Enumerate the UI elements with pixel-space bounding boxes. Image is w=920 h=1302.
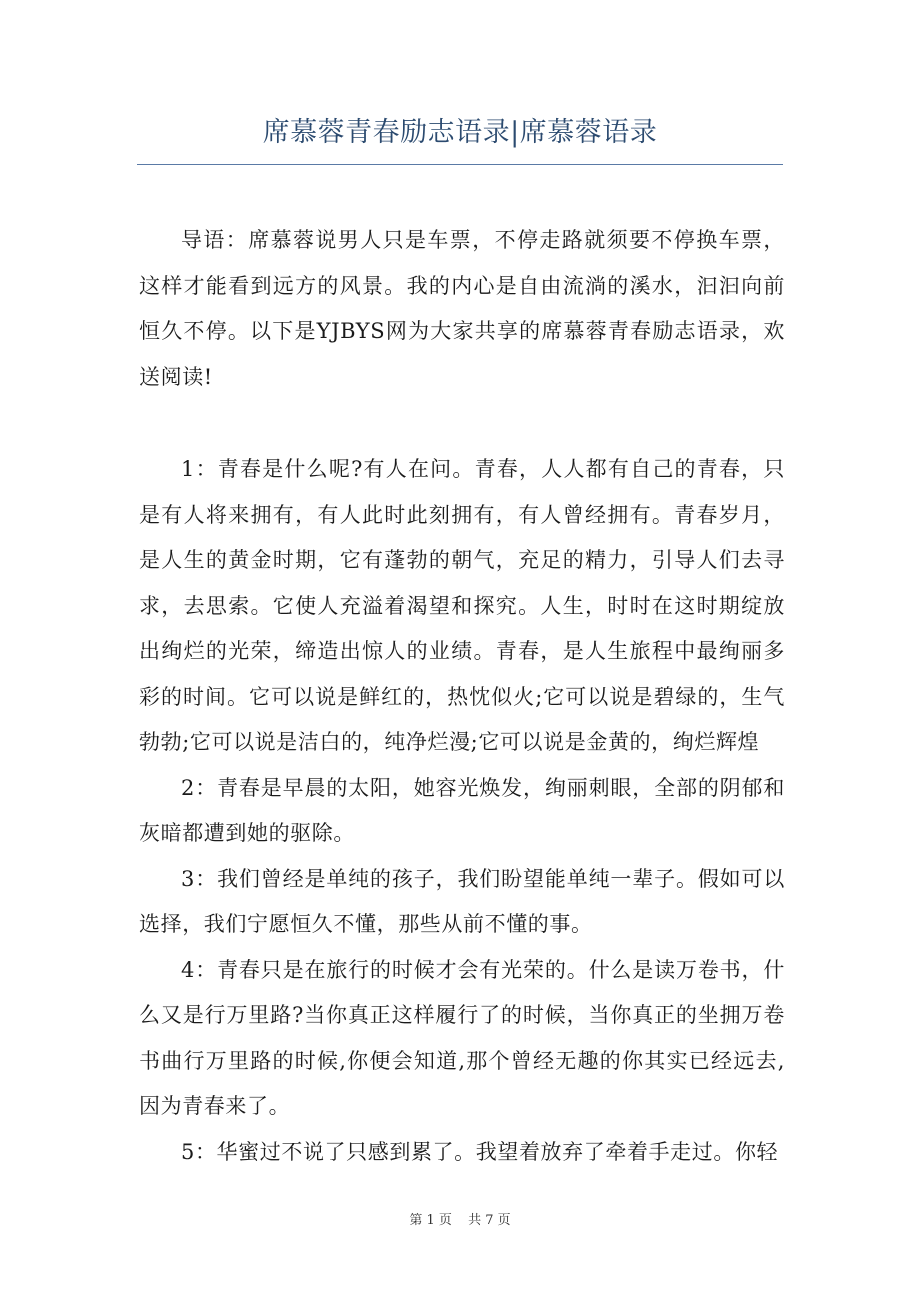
document-body [139,218,785,1175]
intro-paragraph: 导语：席慕蓉说男人只是车票，不停走路就须要不停换车票，这样才能看到远方的风景。我的内心是自由流淌的溪水，汩汩向前恒久不停。以下是YJBYS网为大家共享的席慕蓉青春励志语录，欢送阅读! [139,228,785,389]
page-number: 第 1 页 [409,1213,452,1228]
document-title: 席慕蓉青春励志语录|席慕蓉语录 [262,117,658,148]
quote-paragraph-1: 1：青春是什么呢?有人在问。青春，人人都有自己的青春，只是有人将来拥有，有人此时此刻拥有，有人曾经拥有。青春岁月，是人生的黄金时期，它有蓬勃的朝气，充足的精力，引导人们去寻求，去思索。它使人充溢着渴望和探究。人生，时时在这时期绽放出绚烂的光荣，缔造出惊人的业绩。青春，是人生旅程中最绚丽多彩的时间。它可以说是鲜红的，热忱似火;它可以说是碧绿的，生气勃勃;它可以说是洁白的，纯净烂漫;它可以说是金黄的，绚烂辉煌 [139,457,785,754]
page-total: 共 7 页 [468,1213,511,1228]
quote-paragraph-5: 5：华蜜过不说了只感到累了。我望着放弃了牵着手走过。你轻 [181,1139,779,1164]
title-underline [137,164,783,165]
quote-paragraph-3: 3：我们曾经是单纯的孩子，我们盼望能单纯一辈子。假如可以选择，我们宁愿恒久不懂，那些从前不懂的事。 [139,866,785,936]
quote-paragraph-4: 4：青春只是在旅行的时候才会有光荣的。什么是读万卷书，什么又是行万里路?当你真正这样履行了的时候，当你真正的坐拥万卷书曲行万里路的时候,你便会知道,那个曾经无趣的你其实已经远去,因为青春来了。 [139,957,785,1118]
page-footer [0,1212,920,1230]
quote-paragraph-2: 2：青春是早晨的太阳，她容光焕发，绚丽刺眼，全部的阴郁和灰暗都遭到她的驱除。 [139,775,785,845]
